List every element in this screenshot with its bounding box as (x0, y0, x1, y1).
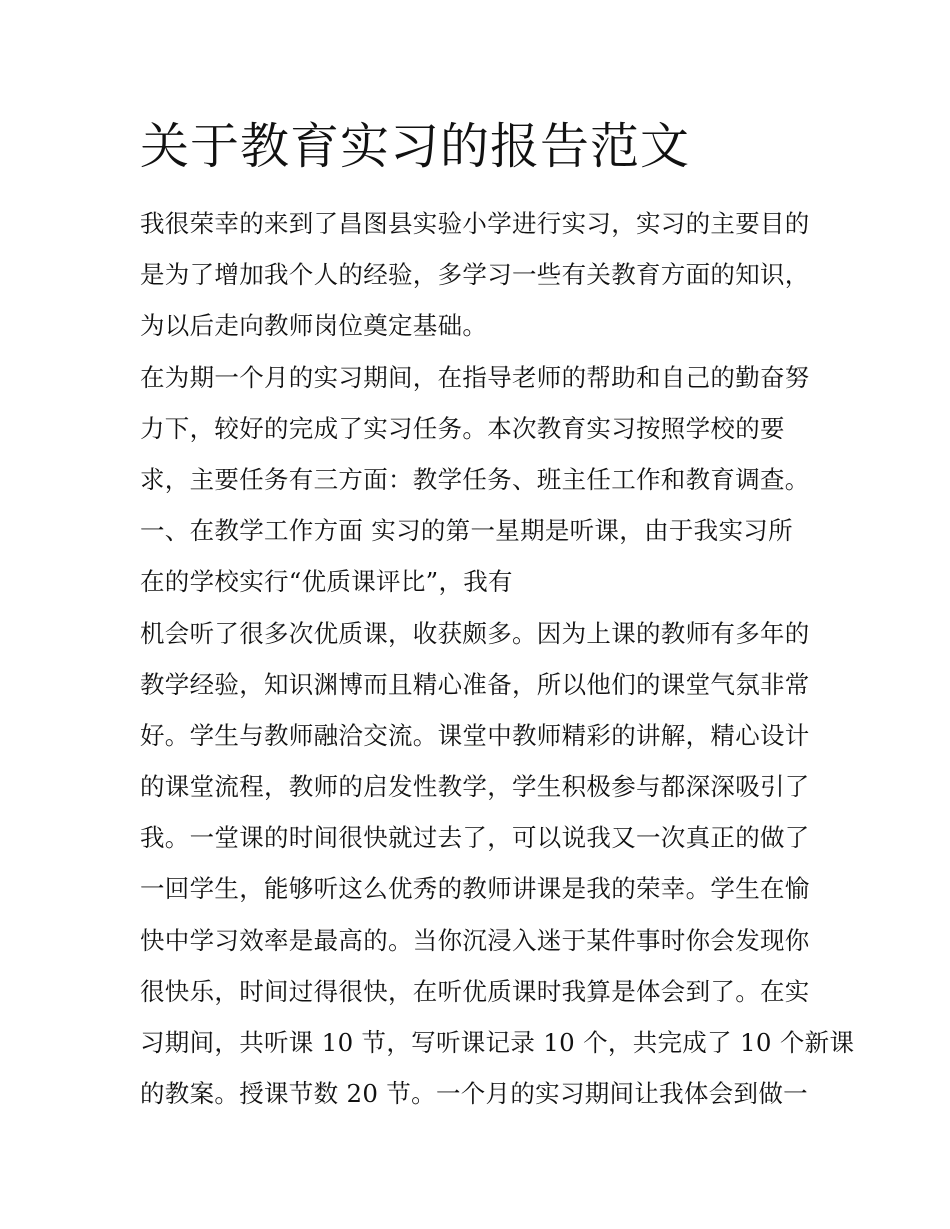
text-line: 力下，较好的完成了实习任务。本次教育实习按照学校的要 (140, 413, 785, 443)
text-line: 在的学校实行“优质课评比”，我有 (140, 567, 513, 597)
text-line: 我。一堂课的时间很快就过去了，可以说我又一次真正的做了 (140, 823, 810, 853)
text-line: 好。学生与教师融洽交流。课堂中教师精彩的讲解，精心设计 (140, 720, 810, 750)
text-line: 我很荣幸的来到了昌图县实验小学进行实习，实习的主要目的 (140, 209, 810, 238)
text-line: 一、在教学工作方面 实习的第一星期是听课，由于我实习所 (140, 516, 793, 546)
text-line: 为以后走向教师岗位奠定基础。 (140, 311, 488, 341)
text-line: 是为了增加我个人的经验，多学习一些有关教育方面的知识， (140, 260, 810, 290)
text-line: 在为期一个月的实习期间，在指导老师的帮助和自己的勤奋努 (140, 362, 810, 392)
text-line: 求，主要任务有三方面：教学任务、班主任工作和教育调查。 (140, 464, 810, 494)
text-line: 机会听了很多次优质课，收获颇多。因为上课的教师有多年的 (140, 618, 810, 648)
text-line: 习期间，共听课 10 节，写听课记录 10 个，共完成了 10 个新课 (140, 1028, 855, 1057)
text-line: 快中学习效率是最高的。当你沉浸入迷于某件事时你会发现你 (140, 925, 810, 955)
text-line: 教学经验，知识渊博而且精心准备，所以他们的课堂气氛非常 (140, 669, 810, 699)
text-line: 很快乐，时间过得很快，在听优质课时我算是体会到了。在实 (140, 976, 810, 1006)
text-line: 一回学生，能够听这么优秀的教师讲课是我的荣幸。学生在愉 (140, 874, 810, 904)
document-title: 关于教育实习的报告范文 (140, 118, 691, 175)
text-line: 的教案。授课节数 20 节。一个月的实习期间让我体会到做一 (140, 1079, 808, 1109)
document-body (140, 198, 855, 1119)
text-line: 的课堂流程，教师的启发性教学，学生积极参与都深深吸引了 (140, 772, 810, 802)
